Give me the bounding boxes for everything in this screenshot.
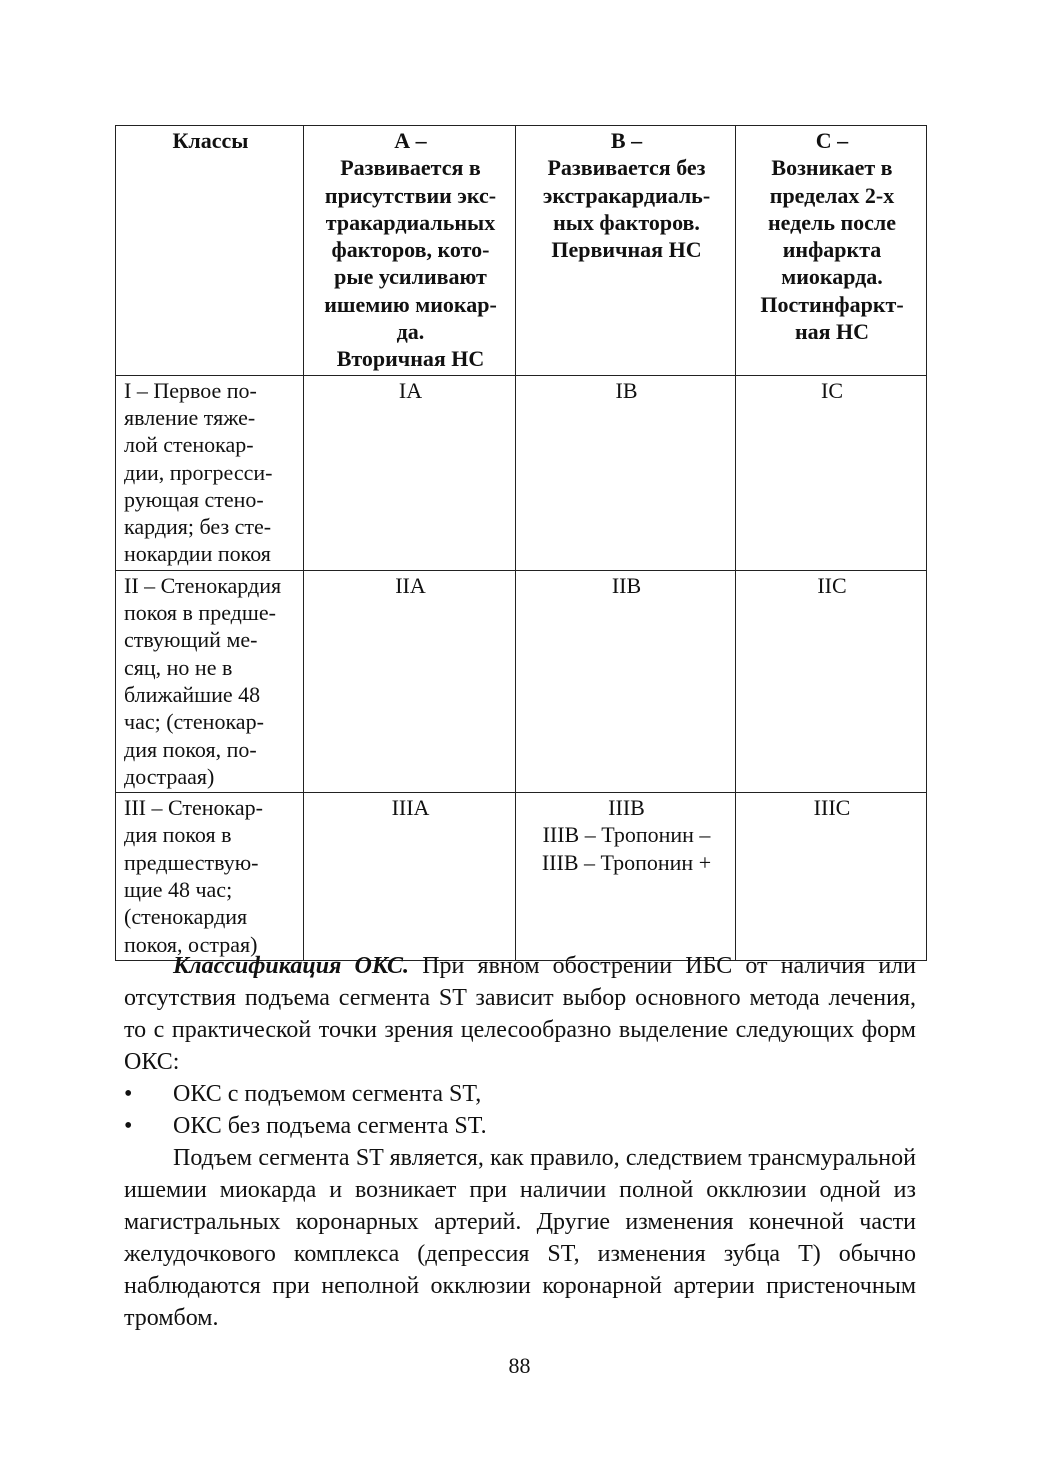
cell-text-line: да.	[396, 319, 425, 345]
cell-text-line: ных факторов.	[553, 209, 700, 235]
list-item	[124, 1110, 916, 1142]
cell-text-line: Классы	[172, 128, 249, 153]
cell-text-line: IIIB – Тропонин +	[541, 849, 712, 875]
cell-text-line: щие 48 час;	[124, 877, 233, 903]
cell-text-line: В –	[610, 128, 643, 153]
cell-text-line: Вторичная НС	[336, 346, 485, 372]
cell-text-line: достраая)	[124, 763, 215, 789]
cell-text-line: С –	[815, 128, 849, 153]
cell-text-line: лой стенокар-	[124, 432, 254, 458]
cell-text-line: инфаркта	[782, 237, 882, 263]
cell-text-line: рующая стено-	[124, 486, 264, 512]
header-class-b	[516, 126, 736, 376]
cell-text-line: рые усиливают	[334, 264, 487, 290]
cell-text-line: явление тяже-	[124, 404, 256, 430]
cell-3a	[304, 793, 516, 961]
cell-text-line: (стенокардия	[124, 904, 248, 930]
paragraph-acs-classification	[124, 950, 916, 1078]
cell-text-line: А –	[394, 128, 427, 153]
cell-text-line: ствующий ме-	[124, 627, 258, 653]
cell-text-line: сяц, но не в	[124, 654, 233, 680]
cell-text-line: ближайшие 48	[124, 681, 261, 707]
table-row	[116, 793, 927, 961]
list-item-text: ОКС с подъемом сегмента ST,	[173, 1081, 482, 1107]
cell-3c	[736, 793, 927, 961]
cell-text-line: III – Стенокар-	[124, 795, 263, 821]
cell-text-line: ишемию миокар-	[324, 291, 497, 317]
cell-text-line: Постинфаркт-	[760, 291, 904, 317]
cell-text-line: ная НС	[794, 319, 870, 345]
row-label-class-3	[116, 793, 304, 961]
cell-text-line: Развивается без	[547, 155, 706, 181]
cell-text-line: дии, прогресси-	[124, 459, 273, 485]
cell-text-line: недель после	[767, 209, 897, 235]
cell-text-line: Первичная НС	[551, 237, 702, 263]
cell-text-line: IIIB – Тропонин –	[542, 822, 711, 848]
cell-text-line: покоя в предше-	[124, 600, 276, 626]
cell-text-line: кардия; без сте-	[124, 514, 272, 540]
cell-text-line: II – Стенокардия	[124, 572, 282, 598]
cell-2c	[736, 570, 927, 792]
cell-text-line: дия покоя в	[124, 822, 232, 848]
cell-text-line: нокардии покоя	[124, 541, 271, 567]
bullet-icon: •	[124, 1081, 133, 1107]
row-label-class-2	[116, 570, 304, 792]
cell-1a	[304, 375, 516, 570]
list-item	[124, 1078, 916, 1110]
cell-1c	[736, 375, 927, 570]
cell-text-line: дия покоя, по-	[124, 736, 257, 762]
cell-text-line: факторов, кото-	[331, 237, 490, 263]
row-label-class-1	[116, 375, 304, 570]
bullet-icon: •	[124, 1113, 133, 1139]
cell-text-line: IIC	[817, 572, 847, 598]
body-text	[124, 950, 916, 1334]
cell-text-line: час; (стенокар-	[124, 709, 264, 735]
paragraph-st-elevation: Подъем сегмента ST является, как правило, следствием трансмуральной ишемии миокарда и возникает при наличии полной окклюзии одной из магистральных коронарных артерий. Другие изменения конечной части желудочкового комплекса (депрессия ST, изменения зубца Т) обычно наблюдаются при неполной окклюзии коронарной артерии пристеночным тромбом.	[124, 1145, 916, 1331]
cell-text-line: IA	[398, 377, 423, 403]
cell-text-line: IIIA	[391, 795, 430, 821]
unstable-angina-classification-table	[115, 125, 927, 961]
cell-2a	[304, 570, 516, 792]
header-class-a	[304, 126, 516, 376]
cell-text-line: Развивается в	[340, 155, 481, 181]
table-row	[116, 570, 927, 792]
cell-text-line: покоя, острая)	[124, 931, 258, 957]
header-classes	[116, 126, 304, 376]
cell-text-line: предшествую-	[124, 849, 259, 875]
cell-text-line: IIA	[395, 572, 426, 598]
cell-text-line: I – Первое по-	[124, 377, 257, 403]
cell-text-line: присутствии экс-	[324, 182, 497, 208]
cell-text-line: IIIC	[813, 795, 851, 821]
cell-text-line: Возникает в	[771, 155, 893, 181]
header-class-c	[736, 126, 927, 376]
list-item-text: ОКС без подъема сегмента ST.	[173, 1113, 487, 1139]
cell-3b	[516, 793, 736, 961]
cell-text-line: пределах 2-х	[769, 182, 895, 208]
cell-text-line: IIIB	[608, 795, 645, 821]
cell-1b	[516, 375, 736, 570]
cell-text-line: IB	[615, 377, 638, 403]
cell-text-line: миокарда.	[781, 264, 883, 290]
cell-text-line: IIB	[611, 572, 642, 598]
cell-2b	[516, 570, 736, 792]
cell-text-line: экстракардиаль-	[542, 182, 711, 208]
acs-classification-caption: Классификация ОКС.	[173, 953, 410, 979]
table-row	[116, 375, 927, 570]
page-number: 88	[508, 1353, 531, 1378]
cell-text-line: IC	[821, 377, 843, 403]
acs-classification-text: При явном обострении ИБС от наличия или отсутствия подъема сегмента ST зависит выбор основного метода лечения, то с практической точки зрения целесообразно выделение следующих форм ОКС:	[124, 953, 917, 1075]
cell-text-line: тракардиальных	[325, 209, 496, 235]
table-header-row	[116, 126, 927, 376]
